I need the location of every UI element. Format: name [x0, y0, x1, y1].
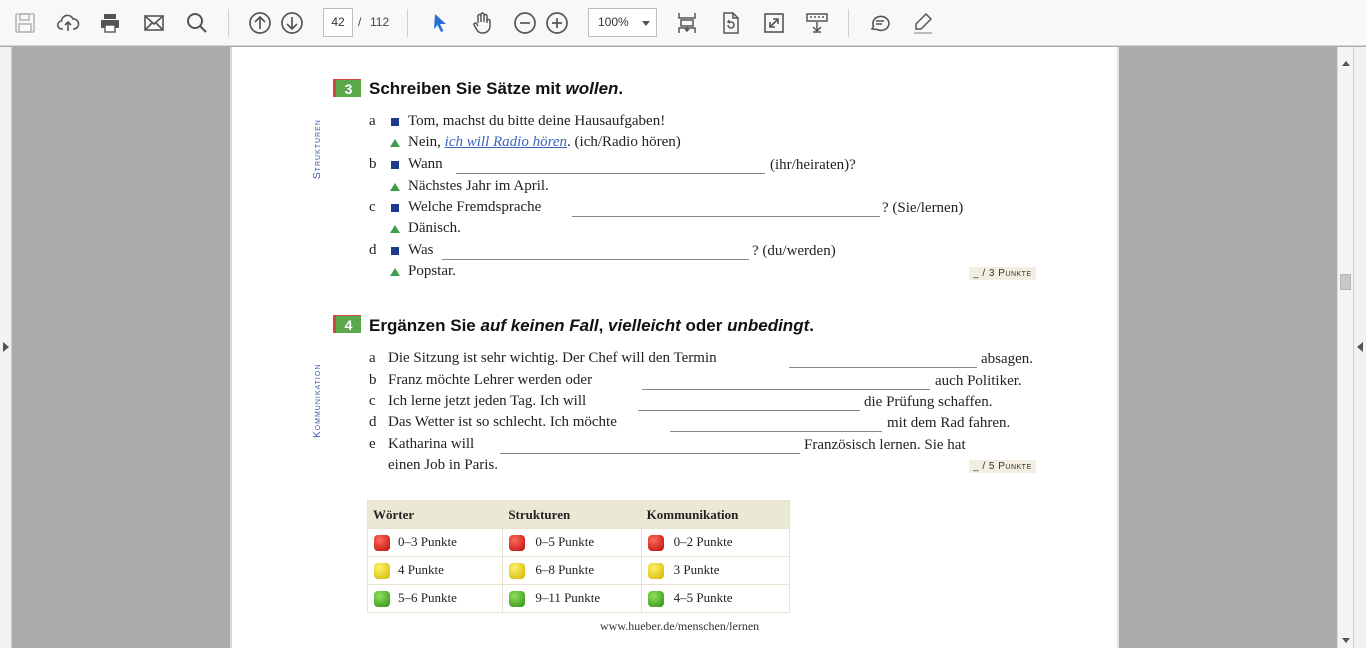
left-panel-toggle[interactable] [0, 47, 12, 648]
scroll-down-icon[interactable] [1342, 638, 1350, 643]
section-label-kommunikation: Kommunikation [312, 363, 323, 438]
table-cell: 4 Punkte [368, 557, 503, 585]
answer-text: Popstar. [408, 263, 456, 279]
highlight-icon[interactable] [908, 8, 938, 38]
table-header-cell: Kommunikation [641, 501, 789, 529]
hand-tool-icon[interactable] [467, 8, 497, 38]
answer-text: Nein, ich will Radio hören. (ich/Radio hören) [408, 134, 681, 150]
fullscreen-icon[interactable] [759, 8, 789, 38]
yellow-rating-icon [374, 563, 390, 579]
email-icon[interactable] [139, 8, 169, 38]
rotate-icon[interactable] [716, 8, 746, 38]
yellow-rating-icon [648, 563, 664, 579]
answer-marker-icon [390, 268, 400, 276]
yellow-rating-icon [509, 563, 525, 579]
answer-marker-icon [390, 139, 400, 147]
scroll-up-icon[interactable] [1342, 61, 1350, 66]
table-row [368, 585, 790, 613]
table-header-cell: Wörter [368, 501, 503, 529]
red-rating-icon [509, 535, 525, 551]
sentence-text: Das Wetter ist so schlecht. Ich möchte [388, 414, 617, 430]
question-text: Welche Fremdsprache [408, 199, 542, 215]
page-separator: / [358, 15, 362, 29]
zoom-in-icon[interactable] [542, 8, 572, 38]
read-mode-icon[interactable] [802, 8, 832, 38]
table-cell: 4–5 Punkte [641, 585, 789, 613]
answer-text: Dänisch. [408, 220, 461, 236]
toolbar-divider [228, 9, 229, 37]
exercise-title: Schreiben Sie Sätze mit wollen. [369, 79, 624, 98]
answer-blank[interactable] [500, 453, 800, 454]
item-letter: d [369, 242, 377, 258]
sentence-text: mit dem Rad fahren. [887, 415, 1011, 431]
sentence-text: Franz möchte Lehrer werden oder [388, 372, 593, 388]
sentence-text: auch Politiker. [935, 373, 1022, 389]
item-letter: a [369, 113, 376, 129]
select-cursor-icon[interactable] [425, 8, 455, 38]
toolbar-divider [848, 9, 849, 37]
page-number-input[interactable]: 42 [323, 8, 353, 37]
answer-blank[interactable] [456, 173, 765, 174]
fit-page-icon[interactable] [672, 8, 702, 38]
answer-blank[interactable] [572, 216, 880, 217]
green-rating-icon [374, 591, 390, 607]
question-marker-icon [391, 204, 399, 212]
sentence-text: Die Sitzung ist sehr wichtig. Der Chef will den Termin [388, 350, 717, 366]
page-up-icon[interactable] [245, 8, 275, 38]
section-label-strukturen: Strukturen [312, 119, 323, 179]
exercise-title: Ergänzen Sie auf keinen Fall, vielleicht oder unbedingt. [369, 316, 814, 335]
right-panel-toggle[interactable] [1353, 47, 1366, 648]
item-letter: a [369, 350, 376, 366]
points-score: _ / 3 Punkte [969, 267, 1036, 280]
exercise-number-badge: 3 [333, 79, 361, 97]
table-cell: 0–2 Punkte [641, 529, 789, 557]
sentence-text: Ich lerne jetzt jeden Tag. Ich will [388, 393, 587, 409]
answer-marker-icon [390, 225, 400, 233]
points-score: _ / 5 Punkte [969, 460, 1036, 473]
table-cell: 3 Punkte [641, 557, 789, 585]
table-cell: 5–6 Punkte [368, 585, 503, 613]
table-cell: 6–8 Punkte [503, 557, 641, 585]
question-text: Was [408, 242, 434, 258]
question-hint: (ihr/heiraten)? [770, 157, 856, 173]
score-table [367, 500, 790, 613]
zoom-value: 100% [598, 15, 629, 29]
item-letter: b [369, 156, 377, 172]
green-rating-icon [648, 591, 664, 607]
footer-url: www.hueber.de/menschen/lernen [600, 619, 760, 633]
expand-left-icon [1357, 342, 1363, 352]
table-header-row [368, 501, 790, 529]
item-letter: c [369, 199, 376, 215]
table-row [368, 529, 790, 557]
toolbar [0, 0, 1366, 46]
answer-marker-icon [390, 183, 400, 191]
sentence-text: absagen. [981, 351, 1034, 367]
page-down-icon[interactable] [277, 8, 307, 38]
question-marker-icon [391, 247, 399, 255]
save-icon[interactable] [10, 8, 40, 38]
table-cell: 9–11 Punkte [503, 585, 641, 613]
sentence-text: Französisch lernen. Sie hat [804, 437, 966, 453]
answer-blank[interactable] [638, 410, 860, 411]
upload-icon[interactable] [53, 8, 83, 38]
question-marker-icon [391, 161, 399, 169]
zoom-out-icon[interactable] [510, 8, 540, 38]
expand-right-icon [3, 342, 9, 352]
question-hint: ? (du/werden) [752, 243, 836, 259]
sentence-text: Katharina will [388, 436, 475, 452]
answer-blank[interactable] [642, 389, 930, 390]
green-rating-icon [509, 591, 525, 607]
answer-blank[interactable] [789, 367, 977, 368]
document-page [230, 47, 1119, 648]
sentence-text: die Prüfung schaffen. [864, 394, 993, 410]
print-icon[interactable] [95, 8, 125, 38]
answer-text: Nächstes Jahr im April. [408, 178, 549, 194]
question-marker-icon [391, 118, 399, 126]
vertical-scrollbar[interactable] [1337, 47, 1353, 648]
red-rating-icon [648, 535, 664, 551]
sentence-text: einen Job in Paris. [388, 457, 498, 473]
item-letter: b [369, 372, 377, 388]
table-cell: 0–5 Punkte [503, 529, 641, 557]
search-icon[interactable] [182, 8, 212, 38]
exercise-number-badge: 4 [333, 315, 361, 333]
question-text: Tom, machst du bitte deine Hausaufgaben! [408, 113, 666, 129]
question-text: Wann [408, 156, 443, 172]
comment-icon[interactable] [865, 8, 895, 38]
table-header-cell: Strukturen [503, 501, 641, 529]
table-row [368, 557, 790, 585]
item-letter: c [369, 393, 376, 409]
red-rating-icon [374, 535, 390, 551]
chevron-down-icon [642, 21, 650, 26]
item-letter: d [369, 414, 377, 430]
scrollbar-thumb[interactable] [1340, 274, 1351, 290]
toolbar-divider [407, 9, 408, 37]
answer-blank[interactable] [442, 259, 749, 260]
page-total: 112 [370, 15, 390, 29]
zoom-select[interactable] [588, 8, 657, 37]
table-cell: 0–3 Punkte [368, 529, 503, 557]
question-hint: ? (Sie/lernen) [882, 200, 964, 216]
answer-blank[interactable] [670, 431, 882, 432]
item-letter: e [369, 436, 376, 452]
